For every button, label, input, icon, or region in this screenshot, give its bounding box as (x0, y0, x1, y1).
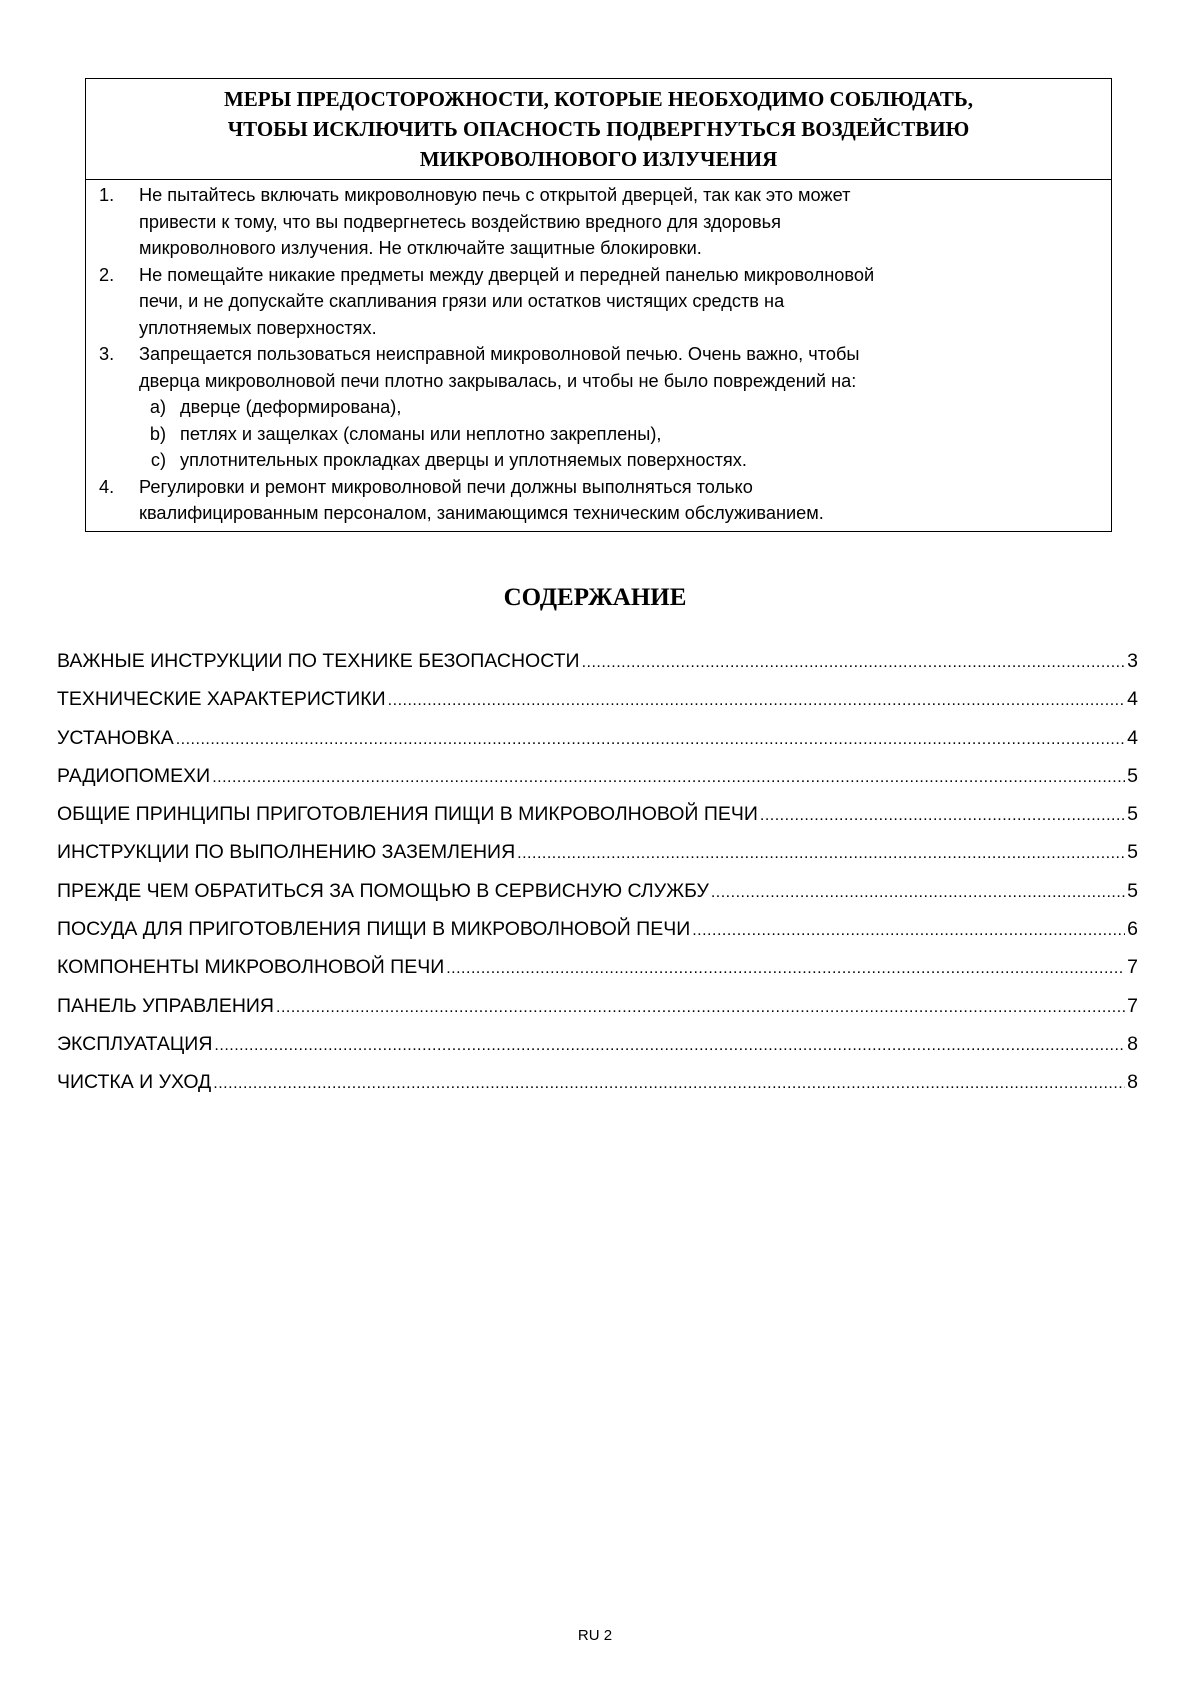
item-line: Не помещайте никакие предметы между дверцей и передней панелью микроволновой (139, 264, 875, 285)
precautions-title-line: МЕРЫ ПРЕДОСТОРОЖНОСТИ, КОТОРЫЕ НЕОБХОДИМО СОБЛЮДАТЬ, (223, 87, 974, 111)
item-line: печи, и не допускайте скапливания грязи или остатков чистящих средств на (139, 291, 785, 311)
item-number: 1. (99, 185, 115, 205)
toc-entry-title: ВАЖНЫЕ ИНСТРУКЦИИ ПО ТЕХНИКЕ БЕЗОПАСНОСТИ (57, 650, 580, 672)
subitem-letter: c) (150, 450, 166, 470)
precaution-subitem (86, 394, 1111, 421)
toc-entry[interactable] (57, 918, 1138, 956)
toc-entry[interactable] (57, 765, 1138, 803)
item-line: Не пытайтесь включать микроволновую печь с открытой дверцей, так как это может (139, 185, 851, 205)
toc-entry-page: 5 (1127, 841, 1138, 864)
toc-entry-title: ОБЩИЕ ПРИНЦИПЫ ПРИГОТОВЛЕНИЯ ПИЩИ В МИКРОВОЛНОВОЙ ПЕЧИ (57, 803, 758, 826)
toc-leader-dots (276, 999, 1125, 1017)
item-line: квалифицированным персоналом, занимающимся техническим обслуживанием. (139, 503, 824, 523)
item-number: 2. (99, 264, 115, 285)
toc-entry-page: 5 (1127, 764, 1138, 787)
toc-entry-title: ЭКСПЛУАТАЦИЯ (57, 1032, 213, 1055)
precaution-item (86, 474, 1111, 527)
toc-entry-title: ЧИСТКА И УХОД (57, 1071, 212, 1094)
toc-leader-dots (446, 960, 1125, 978)
toc-entry[interactable] (57, 688, 1138, 726)
table-of-contents (57, 650, 1138, 1110)
subitem-letter: b) (149, 423, 166, 444)
toc-leader-dots (176, 731, 1125, 749)
toc-entry-title: РАДИОПОМЕХИ (57, 764, 211, 787)
toc-entry[interactable] (57, 956, 1138, 994)
toc-entry-page: 7 (1127, 956, 1138, 979)
precautions-title-line: ЧТОБЫ ИСКЛЮЧИТЬ ОПАСНОСТЬ ПОДВЕРГНУТЬСЯ ВОЗДЕЙСТВИЮ (227, 117, 970, 141)
toc-leader-dots (711, 884, 1125, 902)
toc-leader-dots (214, 1037, 1125, 1055)
toc-leader-dots (212, 769, 1125, 787)
precaution-subitem (86, 447, 1111, 474)
precautions-title-line: МИКРОВОЛНОВОГО ИЗЛУЧЕНИЯ (419, 147, 778, 171)
item-line: Регулировки и ремонт микроволновой печи должны выполняться только (139, 476, 753, 497)
toc-entry-page: 6 (1127, 918, 1138, 941)
toc-entry[interactable] (57, 1033, 1138, 1071)
item-line: Запрещается пользоваться неисправной микроволновой печью. Очень важно, чтобы (139, 344, 860, 364)
precaution-item (86, 262, 1111, 342)
toc-leader-dots (582, 654, 1126, 672)
toc-entry-page: 8 (1127, 1032, 1138, 1055)
toc-entry-page: 4 (1127, 726, 1138, 749)
toc-entry-page: 4 (1127, 688, 1138, 711)
toc-heading: СОДЕРЖАНИЕ (503, 584, 687, 611)
precaution-item (86, 341, 1111, 394)
toc-entry-title: ПОСУДА ДЛЯ ПРИГОТОВЛЕНИЯ ПИЩИ В МИКРОВОЛНОВОЙ ПЕЧИ (57, 918, 691, 941)
toc-leader-dots (760, 807, 1125, 825)
toc-entry-page: 8 (1127, 1071, 1138, 1094)
toc-leader-dots (517, 845, 1125, 863)
precaution-subitem (86, 421, 1111, 448)
precautions-list (86, 180, 1111, 527)
toc-entry-page: 7 (1127, 994, 1138, 1017)
precaution-item (86, 182, 1111, 262)
toc-entry[interactable] (57, 727, 1138, 765)
item-line: дверца микроволновой печи плотно закрывалась, и чтобы не было повреждений на: (139, 370, 857, 391)
item-line: уплотняемых поверхностях. (139, 317, 377, 338)
item-line: привести к тому, что вы подвергнетесь воздействию вредного для здоровья (139, 211, 781, 232)
toc-entry[interactable] (57, 995, 1138, 1033)
toc-entry-title: ИНСТРУКЦИИ ПО ВЫПОЛНЕНИЮ ЗАЗЕМЛЕНИЯ (57, 841, 516, 864)
item-number: 4. (99, 476, 115, 497)
page-number: RU 2 (577, 1627, 613, 1644)
item-number: 3. (99, 344, 115, 364)
toc-entry-title: КОМПОНЕНТЫ МИКРОВОЛНОВОЙ ПЕЧИ (57, 956, 445, 979)
toc-entry-title: УСТАНОВКА (57, 726, 174, 749)
toc-entry[interactable] (57, 803, 1138, 841)
toc-leader-dots (692, 922, 1125, 940)
subitem-text: дверце (деформирована), (180, 397, 402, 417)
subitem-text: уплотнительных прокладках дверцы и уплотняемых поверхностях. (180, 450, 747, 470)
toc-entry[interactable] (57, 650, 1138, 688)
toc-entry[interactable] (57, 1071, 1138, 1109)
precautions-title (86, 79, 1111, 180)
toc-leader-dots (388, 692, 1125, 710)
toc-entry-page: 5 (1127, 803, 1138, 826)
item-line: микроволнового излучения. Не отключайте защитные блокировки. (139, 238, 702, 258)
toc-entry-page: 3 (1127, 650, 1138, 672)
precautions-box (85, 78, 1112, 532)
subitem-text: петлях и защелках (сломаны или неплотно закреплены), (180, 423, 662, 444)
toc-entry-title: ТЕХНИЧЕСКИЕ ХАРАКТЕРИСТИКИ (57, 688, 386, 711)
toc-entry[interactable] (57, 841, 1138, 879)
toc-entry-title: ПАНЕЛЬ УПРАВЛЕНИЯ (57, 994, 275, 1017)
toc-leader-dots (213, 1075, 1125, 1093)
toc-entry[interactable] (57, 880, 1138, 918)
toc-entry-title: ПРЕЖДЕ ЧЕМ ОБРАТИТЬСЯ ЗА ПОМОЩЬЮ В СЕРВИСНУЮ СЛУЖБУ (57, 879, 709, 902)
subitem-letter: a) (149, 397, 166, 417)
toc-entry-page: 5 (1127, 879, 1138, 902)
